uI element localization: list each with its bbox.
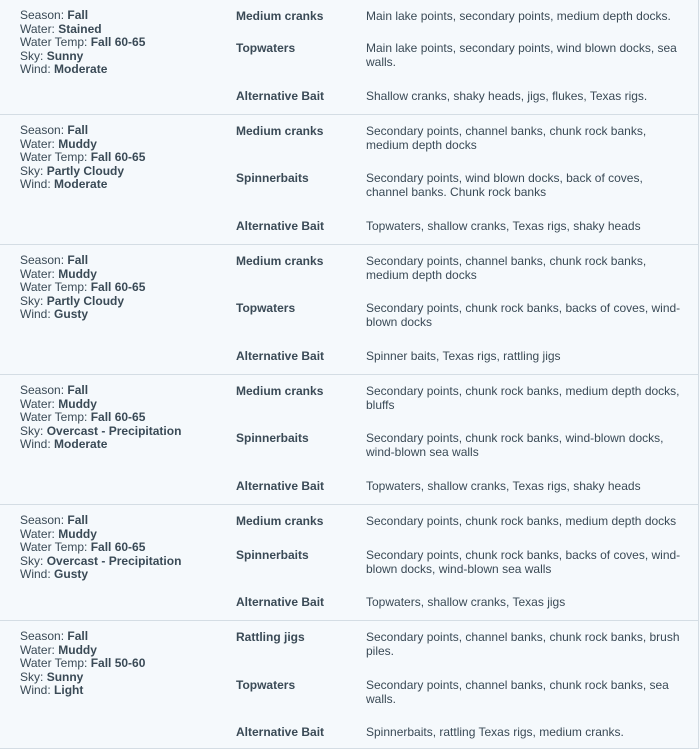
bait-locations: Secondary points, chunk rock banks, backs of coves, wind-blown docks	[366, 301, 681, 329]
condition-value: Fall	[67, 123, 89, 137]
condition-label: Sky:	[20, 553, 44, 568]
condition-block	[0, 115, 699, 245]
bait-name: Spinnerbaits	[236, 548, 309, 562]
bait-locations: Secondary points, chunk rock banks, wind-blown docks, wind-blown sea walls	[366, 431, 664, 459]
condition-label: Water:	[20, 136, 55, 151]
condition-water	[20, 644, 145, 658]
condition-value: Overcast - Precipitation	[46, 553, 182, 568]
bait-locations: Main lake points, secondary points, medium depth docks.	[366, 9, 671, 23]
condition-label: Wind:	[20, 683, 51, 698]
condition-label: Season:	[20, 383, 65, 397]
condition-label: Water Temp:	[20, 150, 88, 165]
bait-name: Medium cranks	[236, 254, 324, 268]
condition-label: Season:	[20, 629, 65, 643]
condition-wind	[20, 308, 145, 322]
condition-value: Muddy	[58, 396, 97, 411]
condition-label: Season:	[20, 513, 65, 527]
condition-value: Moderate	[54, 437, 108, 452]
condition-wind	[20, 63, 145, 77]
bait-locations: Secondary points, channel banks, chunk rock banks, brush piles.	[366, 630, 680, 658]
condition-water	[20, 398, 181, 412]
condition-label: Water:	[20, 642, 55, 657]
bait-name: Medium cranks	[236, 384, 324, 398]
condition-value: Stained	[58, 21, 102, 36]
condition-block	[0, 375, 699, 505]
condition-block	[0, 621, 699, 749]
condition-water	[20, 528, 181, 542]
bait-locations: Spinner baits, Texas rigs, rattling jigs	[366, 349, 561, 363]
bait-name: Medium cranks	[236, 124, 324, 138]
condition-water-temp	[20, 541, 181, 555]
bait-locations: Secondary points, wind blown docks, back of coves, channel banks. Chunk rock banks	[366, 171, 643, 199]
condition-block	[0, 0, 699, 115]
condition-water-temp	[20, 281, 145, 295]
bait-name: Alternative Bait	[236, 595, 325, 609]
condition-block	[0, 245, 699, 375]
bait-locations: Secondary points, channel banks, chunk rock banks, sea walls.	[366, 678, 669, 706]
condition-value: Muddy	[58, 266, 97, 281]
condition-value: Fall 60-65	[90, 540, 146, 555]
bait-locations: Secondary points, chunk rock banks, medium depth docks	[366, 514, 677, 528]
condition-value: Gusty	[54, 567, 89, 582]
condition-label: Water Temp:	[20, 280, 88, 295]
condition-wind	[20, 438, 181, 452]
condition-value: Fall 60-65	[90, 35, 146, 50]
condition-wind	[20, 684, 145, 698]
condition-water-temp	[20, 151, 145, 165]
bait-locations: Topwaters, shallow cranks, Texas rigs, shaky heads	[366, 479, 641, 493]
condition-wind	[20, 178, 145, 192]
condition-label: Water:	[20, 396, 55, 411]
condition-label: Wind:	[20, 307, 51, 322]
condition-label: Wind:	[20, 567, 51, 582]
condition-label: Sky:	[20, 423, 44, 438]
condition-label: Wind:	[20, 177, 51, 192]
condition-value: Gusty	[54, 307, 89, 322]
condition-value: Fall 60-65	[90, 150, 146, 165]
condition-value: Moderate	[54, 62, 108, 77]
condition-value: Fall	[67, 513, 89, 527]
condition-label: Sky:	[20, 669, 44, 684]
condition-season	[20, 254, 145, 268]
condition-value: Overcast - Precipitation	[46, 423, 182, 438]
condition-water-temp	[20, 36, 145, 50]
condition-value: Fall	[67, 253, 89, 267]
condition-sky	[20, 295, 145, 309]
bait-name: Topwaters	[236, 678, 296, 692]
condition-value: Partly Cloudy	[46, 293, 125, 308]
condition-wind	[20, 568, 181, 582]
condition-season	[20, 514, 181, 528]
bait-name: Rattling jigs	[236, 630, 305, 644]
condition-value: Muddy	[58, 642, 97, 657]
conditions-list	[20, 124, 145, 192]
bait-name: Spinnerbaits	[236, 431, 309, 445]
condition-value: Moderate	[54, 177, 108, 192]
conditions-list	[20, 630, 145, 698]
condition-label: Sky:	[20, 163, 44, 178]
condition-value: Fall	[67, 629, 89, 643]
condition-water-temp	[20, 657, 145, 671]
condition-value: Light	[54, 683, 84, 698]
bait-locations: Topwaters, shallow cranks, Texas jigs	[366, 595, 566, 609]
bait-name: Medium cranks	[236, 9, 324, 23]
bait-name: Topwaters	[236, 41, 296, 55]
condition-label: Water Temp:	[20, 410, 88, 425]
condition-value: Fall 60-65	[90, 410, 146, 425]
bait-locations: Secondary points, chunk rock banks, medium depth docks, bluffs	[366, 384, 680, 412]
condition-label: Season:	[20, 8, 65, 22]
bait-name: Alternative Bait	[236, 349, 325, 363]
condition-value: Fall	[67, 383, 89, 397]
bait-name: Alternative Bait	[236, 725, 325, 739]
condition-label: Season:	[20, 123, 65, 137]
condition-season	[20, 124, 145, 138]
bait-name: Alternative Bait	[236, 219, 325, 233]
bait-locations: Secondary points, channel banks, chunk rock banks, medium depth docks	[366, 254, 647, 282]
condition-value: Fall	[67, 8, 89, 22]
condition-label: Season:	[20, 253, 65, 267]
condition-label: Water:	[20, 266, 55, 281]
condition-label: Water:	[20, 526, 55, 541]
bait-name: Topwaters	[236, 301, 296, 315]
bait-name: Alternative Bait	[236, 479, 325, 493]
condition-label: Water Temp:	[20, 656, 88, 671]
condition-label: Wind:	[20, 437, 51, 452]
bait-locations: Secondary points, channel banks, chunk rock banks, medium depth docks	[366, 124, 647, 152]
bait-name: Medium cranks	[236, 514, 324, 528]
condition-value: Muddy	[58, 136, 97, 151]
condition-value: Sunny	[46, 669, 84, 684]
condition-label: Water Temp:	[20, 35, 88, 50]
condition-sky	[20, 50, 145, 64]
bait-name: Spinnerbaits	[236, 171, 309, 185]
condition-value: Sunny	[46, 48, 84, 63]
condition-label: Water:	[20, 21, 55, 36]
bait-locations: Shallow cranks, shaky heads, jigs, flukes, Texas rigs.	[366, 89, 648, 103]
conditions-list	[20, 384, 181, 452]
condition-block	[0, 505, 699, 621]
condition-sky	[20, 165, 145, 179]
condition-label: Sky:	[20, 293, 44, 308]
condition-label: Sky:	[20, 48, 44, 63]
condition-sky	[20, 671, 145, 685]
bait-locations: Main lake points, secondary points, wind blown docks, sea walls.	[366, 41, 677, 69]
condition-water-temp	[20, 411, 181, 425]
bait-locations: Secondary points, chunk rock banks, backs of coves, wind-blown docks, wind-blown sea walls	[366, 548, 681, 576]
conditions-list	[20, 9, 145, 77]
condition-label: Water Temp:	[20, 540, 88, 555]
bait-name: Alternative Bait	[236, 89, 325, 103]
condition-sky	[20, 425, 181, 439]
condition-value: Partly Cloudy	[46, 163, 125, 178]
condition-season	[20, 630, 145, 644]
condition-water	[20, 138, 145, 152]
condition-sky	[20, 555, 181, 569]
condition-value: Fall 50-60	[90, 656, 146, 671]
condition-label: Wind:	[20, 62, 51, 77]
condition-water	[20, 23, 145, 37]
condition-season	[20, 384, 181, 398]
condition-value: Fall 60-65	[90, 280, 146, 295]
conditions-list	[20, 514, 181, 582]
condition-season	[20, 9, 145, 23]
conditions-list	[20, 254, 145, 322]
bait-locations: Topwaters, shallow cranks, Texas rigs, shaky heads	[366, 219, 641, 233]
condition-value: Muddy	[58, 526, 97, 541]
condition-water	[20, 268, 145, 282]
bait-locations: Spinnerbaits, rattling Texas rigs, medium cranks.	[366, 725, 624, 739]
